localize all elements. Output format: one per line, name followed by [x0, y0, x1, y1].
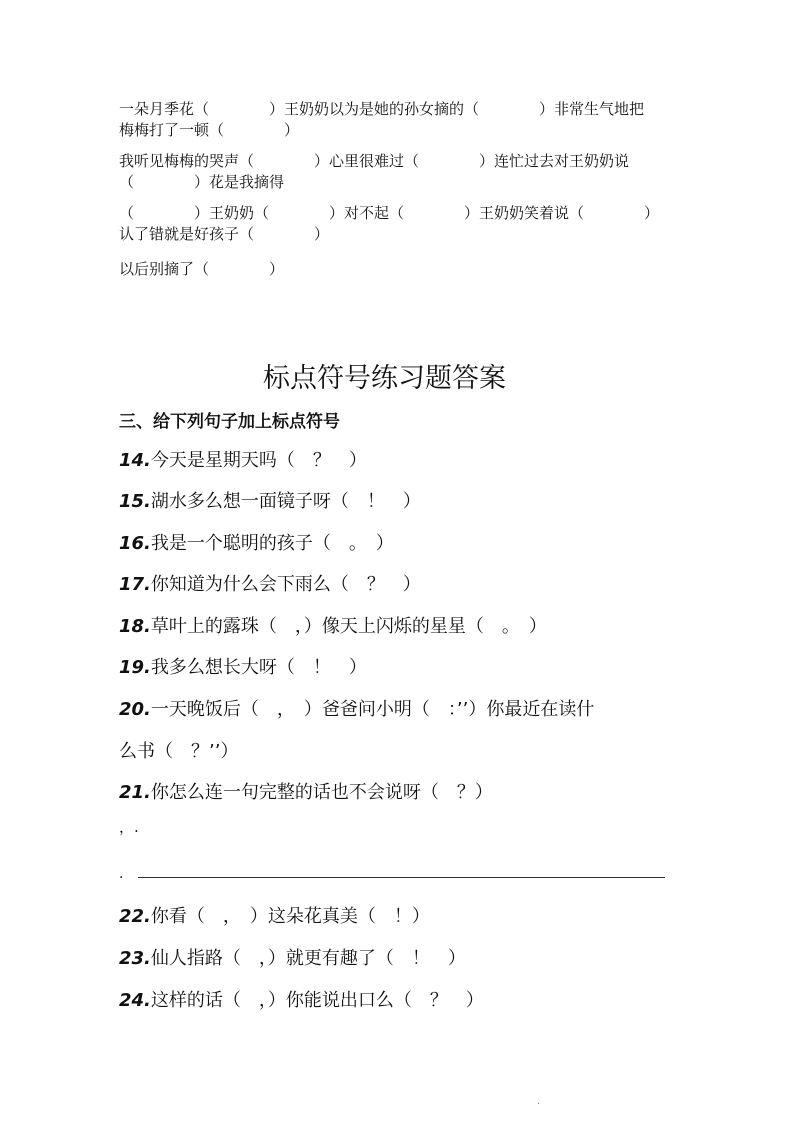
- question-text: 一天晚饭后（ ， ）爸爸问小明（ ：’’）你最近在读什: [150, 699, 595, 720]
- question-19: [119, 653, 367, 679]
- question-text: 你知道为什么会下雨么（ ？ ）: [150, 574, 421, 595]
- question-number: 18.: [119, 616, 151, 637]
- question-text: 你看（ ， ）这朵花真美（ ！）: [150, 906, 430, 927]
- passage-line-5: （ ）王奶奶（ ）对不起（ ）王奶奶笑着说（ ）: [119, 204, 660, 222]
- question-number: 23.: [119, 948, 151, 969]
- question-16: [119, 529, 394, 555]
- passage-line-6: 认了错就是好孩子（ ）: [119, 225, 330, 243]
- question-text: 这样的话（ ，）你能说出口么（ ？ ）: [150, 990, 484, 1011]
- passage-line-4: （ ）花是我摘得: [119, 173, 285, 191]
- passage-line-1: 一朵月季花（ ）王奶奶以为是她的孙女摘的（ ）非常生气地把: [119, 100, 645, 118]
- question-number: 17.: [119, 574, 151, 595]
- question-number: 24.: [119, 990, 151, 1011]
- question-text: 草叶上的露珠（ ，）像天上闪烁的星星（ 。 ）: [150, 616, 547, 637]
- question-23: [119, 944, 466, 970]
- question-number: 15.: [119, 491, 151, 512]
- question-text: 你怎么连一句完整的话也不会说呀（ ？）: [150, 782, 493, 803]
- stray-punctuation: ，.: [119, 818, 139, 836]
- section-heading: 三、给下列句子加上标点符号: [119, 412, 340, 432]
- question-20: [119, 695, 594, 721]
- passage-line-3: 我听见梅梅的哭声（ ）心里很难过（ ）连忙过去对王奶奶说: [119, 152, 630, 170]
- question-20-continuation: [119, 737, 238, 763]
- question-15: [119, 487, 421, 513]
- question-17: [119, 570, 421, 596]
- question-18: [119, 612, 547, 638]
- question-number: 21.: [119, 782, 151, 803]
- question-14: [119, 446, 367, 472]
- question-24: [119, 986, 484, 1012]
- page-title: 标点符号练习题答案: [263, 363, 506, 394]
- question-text: 我多么想长大呀（ ！ ）: [150, 657, 367, 678]
- question-number: 20.: [119, 699, 151, 720]
- divider-line: [138, 877, 665, 878]
- question-number: 22.: [119, 906, 151, 927]
- question-21: [119, 778, 493, 804]
- question-text: 仙人指路（ ，）就更有趣了（ ！ ）: [150, 948, 466, 969]
- passage-line-2: 梅梅打了一顿（ ）: [119, 121, 300, 139]
- rule-dot: .: [119, 866, 124, 882]
- question-number: 19.: [119, 657, 151, 678]
- question-text: 么书（ ？’’）: [119, 741, 239, 762]
- question-number: 16.: [119, 533, 151, 554]
- question-text: 湖水多么想一面镜子呀（ ！ ）: [150, 491, 421, 512]
- question-22: [119, 902, 430, 928]
- footer-dot: .: [537, 1096, 541, 1107]
- question-number: 14.: [119, 450, 151, 471]
- question-text: 我是一个聪明的孩子（ 。 ）: [150, 533, 394, 554]
- passage-line-7: 以后别摘了（ ）: [119, 260, 285, 278]
- question-text: 今天是星期天吗（ ？ ）: [150, 450, 367, 471]
